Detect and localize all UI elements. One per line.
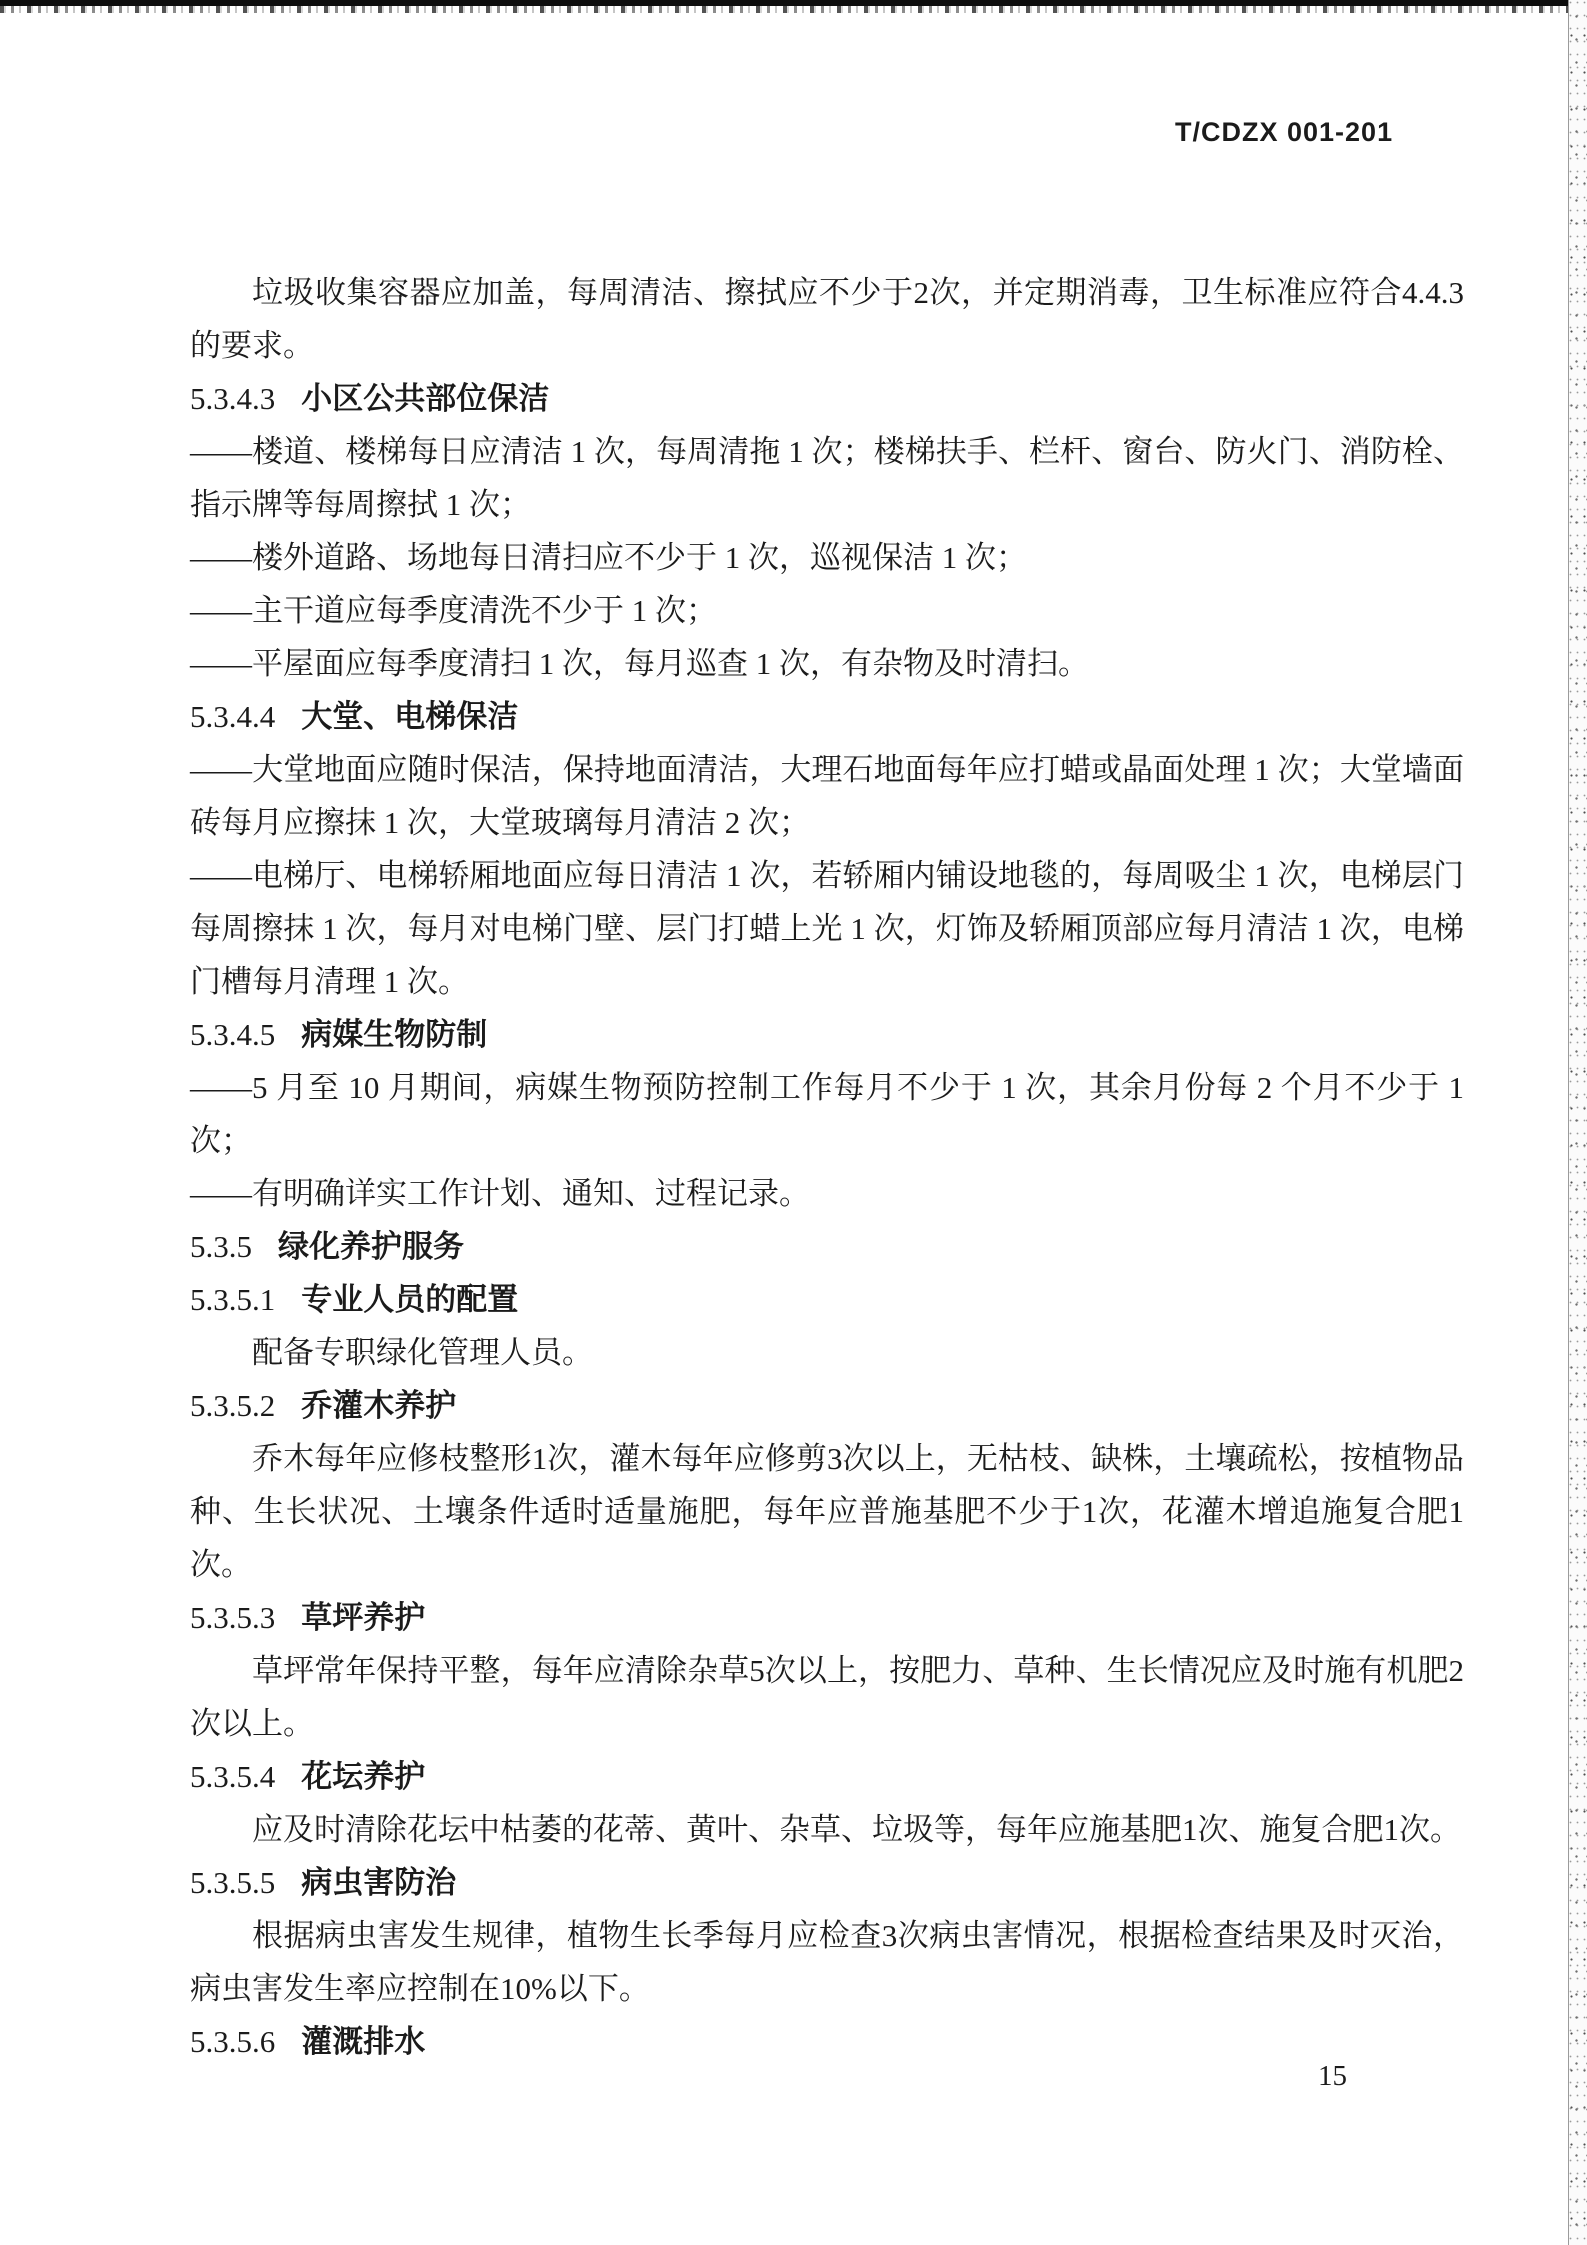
body-paragraph: 乔木每年应修枝整形1次，灌木每年应修剪3次以上，无枯枝、缺株，土壤疏松，按植物品种、生长状况、土壤条件适时适量施肥，每年应普施基肥不少于1次，花灌木增追施复合肥1次。: [190, 1441, 1464, 1582]
dash-list-item: ——平屋面应每季度清扫 1 次，每月巡查 1 次，有杂物及时清扫。: [190, 646, 1089, 681]
clause-number: 5.3.5.1: [190, 1282, 276, 1317]
clause-title: 大堂、电梯保洁: [301, 699, 519, 734]
scan-artifact-right-edge: [1568, 0, 1587, 2245]
clause-title: 乔灌木养护: [301, 1388, 457, 1423]
body-paragraph: 根据病虫害发生规律，植物生长季每月应检查3次病虫害情况，根据检查结果及时灭治，病虫害发生率应控制在10%以下。: [190, 1918, 1464, 2006]
clause-number: 5.3.4.5: [190, 1017, 276, 1052]
clause-heading: [190, 372, 1464, 425]
clause-heading: [190, 1220, 1464, 1273]
clause-title: 草坪养护: [301, 1600, 426, 1635]
clause-heading: [190, 690, 1464, 743]
clause-number: 5.3.5.5: [190, 1865, 276, 1900]
clause-heading: [190, 1008, 1464, 1061]
dash-list-item: ——大堂地面应随时保洁，保持地面清洁，大理石地面每年应打蜡或晶面处理 1 次；大堂墙面砖每月应擦抹 1 次，大堂玻璃每月清洁 2 次；: [190, 752, 1464, 840]
dash-list-item: ——有明确详实工作计划、通知、过程记录。: [190, 1176, 810, 1211]
clause-title: 病媒生物防制: [301, 1017, 488, 1052]
clause-heading: [190, 1273, 1464, 1326]
clause-number: 5.3.4.3: [190, 381, 276, 416]
clause-title: 花坛养护: [301, 1759, 426, 1794]
clause-number: 5.3.5.2: [190, 1388, 276, 1423]
clause-heading: [190, 1750, 1464, 1803]
clause-heading: [190, 1379, 1464, 1432]
body-paragraph: 草坪常年保持平整，每年应清除杂草5次以上，按肥力、草种、生长情况应及时施有机肥2次以上。: [190, 1653, 1464, 1741]
scan-artifact-top-edge: [0, 0, 1587, 6]
dash-list-item: ——电梯厅、电梯轿厢地面应每日清洁 1 次，若轿厢内铺设地毯的，每周吸尘 1 次，电梯层门每周擦抹 1 次，每月对电梯门壁、层门打蜡上光 1 次，灯饰及轿厢顶部应每月清洁 1 次，电梯门槽每月清理 1 次。: [190, 858, 1464, 999]
clause-number: 5.3.5.3: [190, 1600, 276, 1635]
clause-heading: [190, 2015, 1464, 2068]
clause-title: 病虫害防治: [301, 1865, 457, 1900]
dash-list-item: ——主干道应每季度清洗不少于 1 次；: [190, 593, 717, 628]
document-body: [190, 266, 1464, 2068]
clause-number: 5.3.5.6: [190, 2024, 276, 2059]
body-paragraph: 应及时清除花坛中枯萎的花蒂、黄叶、杂草、垃圾等，每年应施基肥1次、施复合肥1次。: [252, 1812, 1461, 1847]
clause-heading: [190, 1591, 1464, 1644]
clause-number: 5.3.5: [190, 1229, 252, 1264]
clause-number: 5.3.4.4: [190, 699, 276, 734]
clause-title: 小区公共部位保洁: [301, 381, 550, 416]
clause-title: 灌溉排水: [301, 2024, 426, 2059]
clause-number: 5.3.5.4: [190, 1759, 276, 1794]
page-number: 15: [1318, 2060, 1347, 2092]
clause-heading: [190, 1856, 1464, 1909]
dash-list-item: ——楼外道路、场地每日清扫应不少于 1 次，巡视保洁 1 次；: [190, 540, 1027, 575]
standard-number-header: T/CDZX 001-201: [1175, 117, 1394, 147]
body-paragraph: 配备专职绿化管理人员。: [252, 1335, 593, 1370]
clause-title: 绿化养护服务: [278, 1229, 464, 1264]
clause-title: 专业人员的配置: [301, 1282, 519, 1317]
body-paragraph: 垃圾收集容器应加盖，每周清洁、擦拭应不少于2次，并定期消毒，卫生标准应符合4.4.3的要求。: [190, 275, 1464, 363]
dash-list-item: ——5 月至 10 月期间，病媒生物预防控制工作每月不少于 1 次，其余月份每 2 个月不少于 1 次；: [190, 1070, 1464, 1158]
dash-list-item: ——楼道、楼梯每日应清洁 1 次，每周清拖 1 次；楼梯扶手、栏杆、窗台、防火门、消防栓、指示牌等每周擦拭 1 次；: [190, 434, 1464, 522]
